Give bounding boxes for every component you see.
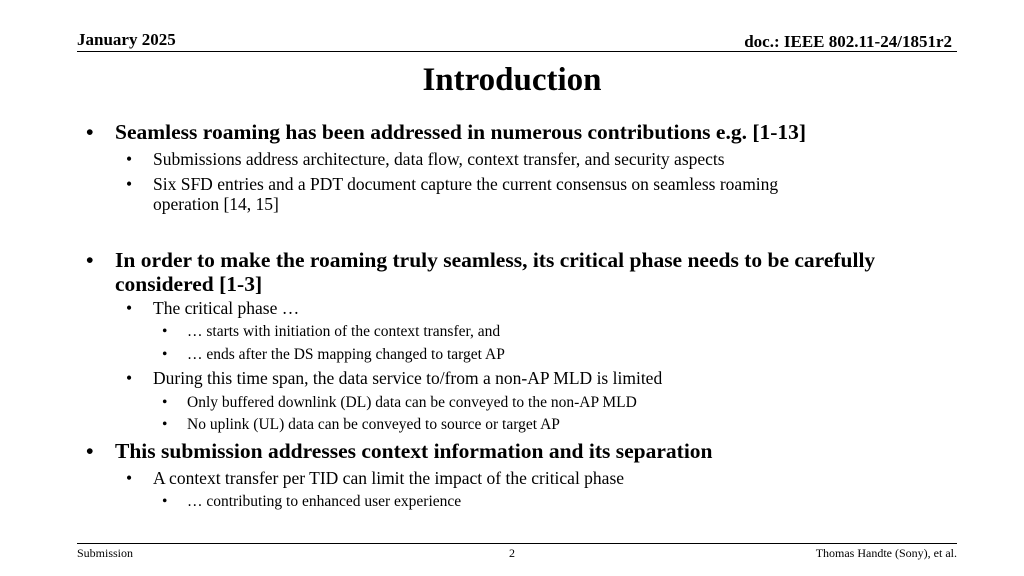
footer-submission: Submission (77, 546, 134, 560)
bullet-level2: During this time span, the data service to/from a non-AP MLD is limited (153, 368, 663, 388)
bullet-level3: No uplink (UL) data can be conveyed to source or target AP (187, 416, 560, 433)
footer-page-number: 2 (509, 546, 515, 560)
bullet-level3: … contributing to enhanced user experience (187, 493, 462, 510)
bullet-glyph: • (126, 149, 133, 169)
footer-author: Thomas Handte (Sony), et al. (815, 546, 957, 560)
bullet-glyph: • (162, 493, 168, 510)
bullet-glyph: • (126, 468, 133, 488)
bullet-level2-continued: operation [14, 15] (153, 194, 279, 214)
bullet-level3: Only buffered downlink (DL) data can be conveyed to the non-AP MLD (187, 394, 637, 411)
bullet-level3: … starts with initiation of the context transfer, and (187, 323, 501, 340)
page-title: Introduction (422, 62, 602, 98)
bullet-level1: This submission addresses context information and its separation (115, 439, 713, 463)
bullet-level1: Seamless roaming has been addressed in numerous contributions e.g. [1-13] (115, 120, 807, 144)
bullet-glyph: • (162, 346, 168, 363)
bullet-level2: Submissions address architecture, data flow, context transfer, and security aspects (153, 149, 725, 169)
footer-divider (77, 543, 957, 544)
header-divider (77, 51, 957, 52)
bullet-glyph: • (86, 439, 94, 463)
bullet-glyph: • (126, 298, 133, 318)
header-doc-id: doc.: IEEE 802.11-24/1851r2 (744, 32, 952, 51)
bullet-glyph: • (126, 368, 133, 388)
bullet-level3: … ends after the DS mapping changed to target AP (187, 346, 505, 363)
header-date: January 2025 (77, 30, 176, 49)
bullet-level2: The critical phase … (153, 298, 300, 318)
bullet-level1: In order to make the roaming truly seamless, its critical phase needs to be carefully (115, 248, 876, 272)
bullet-glyph: • (86, 120, 94, 144)
bullet-glyph: • (162, 394, 168, 411)
bullet-level2: A context transfer per TID can limit the impact of the critical phase (153, 468, 625, 488)
bullet-level1-continued: considered [1-3] (115, 272, 263, 296)
bullet-level2: Six SFD entries and a PDT document capture the current consensus on seamless roaming (153, 174, 779, 194)
bullet-glyph: • (126, 174, 133, 194)
bullet-glyph: • (162, 416, 168, 433)
bullet-glyph: • (86, 248, 94, 272)
bullet-glyph: • (162, 323, 168, 340)
